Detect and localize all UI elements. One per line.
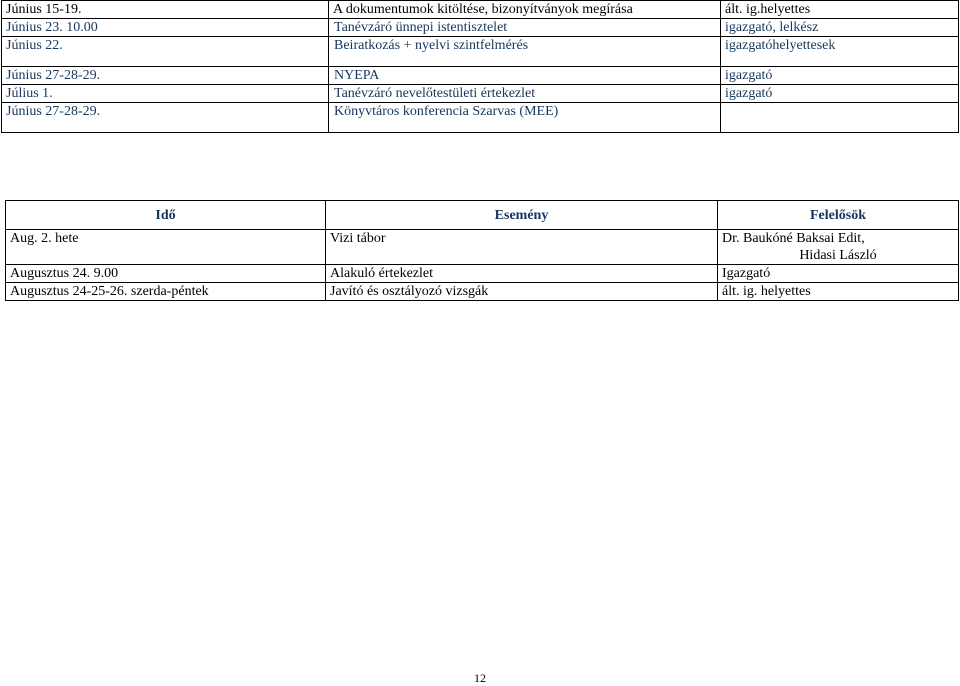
table-row [6,283,959,301]
date-cell: Június 23. 10.00 [2,19,329,37]
event-cell: Tanévzáró nevelőtestületi értekezlet [329,85,721,103]
responsible-line: Dr. Baukóné Baksai Edit, [722,231,865,246]
header-event: Esemény [326,201,718,230]
table-row [2,85,959,103]
responsible-cell: ált. ig.helyettes [721,1,959,19]
time-cell: Aug. 2. hete [6,230,326,265]
table-row [2,103,959,133]
date-cell: Június 27-28-29. [2,67,329,85]
table-row [2,37,959,67]
event-cell: NYEPA [329,67,721,85]
page-number: 12 [474,671,486,685]
schedule-table-august [5,200,959,301]
responsible-cell: ált. ig. helyettes [718,283,959,301]
event-cell: Beiratkozás + nyelvi szintfelmérés [329,37,721,67]
responsible-cell [718,230,959,265]
event-cell: Alakuló értekezlet [326,265,718,283]
table-row [2,1,959,19]
event-cell: Könyvtáros konferencia Szarvas (MEE) [329,103,721,133]
table-header-row [6,201,959,230]
header-time: Idő [6,201,326,230]
event-cell: Tanévzáró ünnepi istentisztelet [329,19,721,37]
schedule-table-june-july [1,0,959,133]
responsible-line: Hidasi László [799,248,877,263]
responsible-cell: igazgató [721,67,959,85]
date-cell: Június 15-19. [2,1,329,19]
responsible-cell: igazgatóhelyettesek [721,37,959,67]
table-row [6,230,959,265]
header-responsible: Felelősök [718,201,959,230]
event-cell: Vizi tábor [326,230,718,265]
event-cell: A dokumentumok kitöltése, bizonyítványok megírása [329,1,721,19]
date-cell: Július 1. [2,85,329,103]
table-row [2,19,959,37]
date-cell: Június 22. [2,37,329,67]
table-row [2,67,959,85]
responsible-cell: igazgató, lelkész [721,19,959,37]
table-row [6,265,959,283]
responsible-cell [721,103,959,133]
responsible-cell: igazgató [721,85,959,103]
time-cell: Augusztus 24-25-26. szerda-péntek [6,283,326,301]
event-cell: Javító és osztályozó vizsgák [326,283,718,301]
responsible-cell: Igazgató [718,265,959,283]
time-cell: Augusztus 24. 9.00 [6,265,326,283]
date-cell: Június 27-28-29. [2,103,329,133]
